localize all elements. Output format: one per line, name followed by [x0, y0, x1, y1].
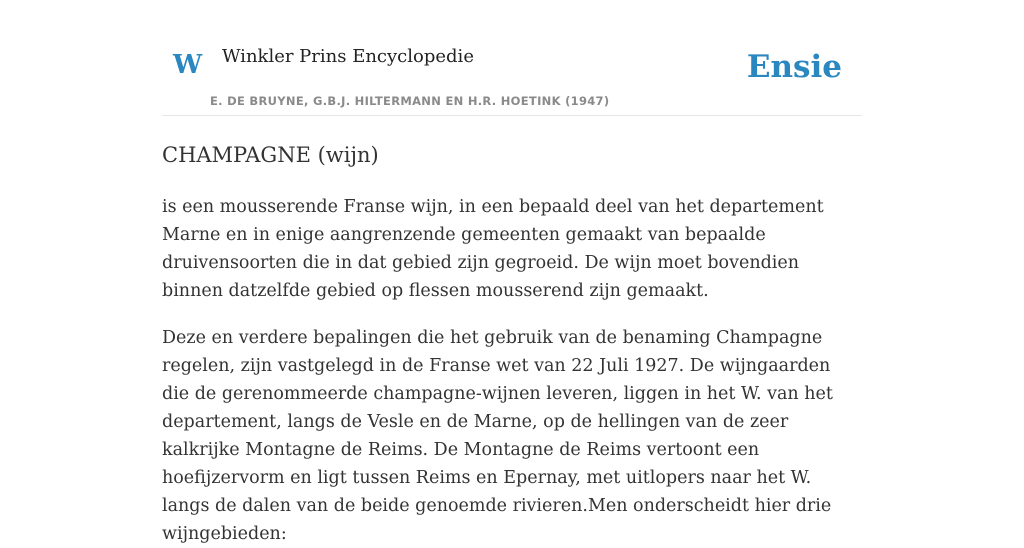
source-authors: E. DE BRUYNE, G.B.J. HILTERMANN EN H.R. HOETINK (1947) — [210, 94, 610, 108]
ensie-logo[interactable]: Ensie — [746, 49, 842, 85]
article-paragraph: Deze en verdere bepalingen die het gebruik van de benaming Champagne regelen, zijn vastgelegd in de Franse wet van 22 Juli 1927. De wijngaarden die de gerenommeerde champagne-wijnen leveren, liggen in het W. van het departement, langs de Vesle en de Marne, op de hellingen van de zeer kalkrijke Montagne de Reims. De Montagne de Reims vertoont een hoefijzervorm en ligt tussen Reims en Epernay, met uitlopers naar het W. langs de dalen van de beide genoemde rivieren.Men onderscheidt hier drie wijngebieden: — [162, 328, 833, 544]
source-header — [162, 0, 862, 116]
article-content — [162, 140, 862, 548]
entry-title: CHAMPAGNE (wijn) — [162, 143, 379, 167]
source-title-link[interactable]: Winkler Prins Encyclopedie — [222, 46, 474, 67]
winkler-prins-logo[interactable]: W — [173, 50, 203, 80]
article-paragraph: is een mousserende Franse wijn, in een bepaald deel van het departement Marne en in enige aangrenzende gemeenten gemaakt van bepaalde druivensoorten die in dat gebied zijn gegroeid. De wijn moet bovendien binnen datzelfde gebied op flessen mousserend zijn gemaakt. — [162, 197, 824, 301]
